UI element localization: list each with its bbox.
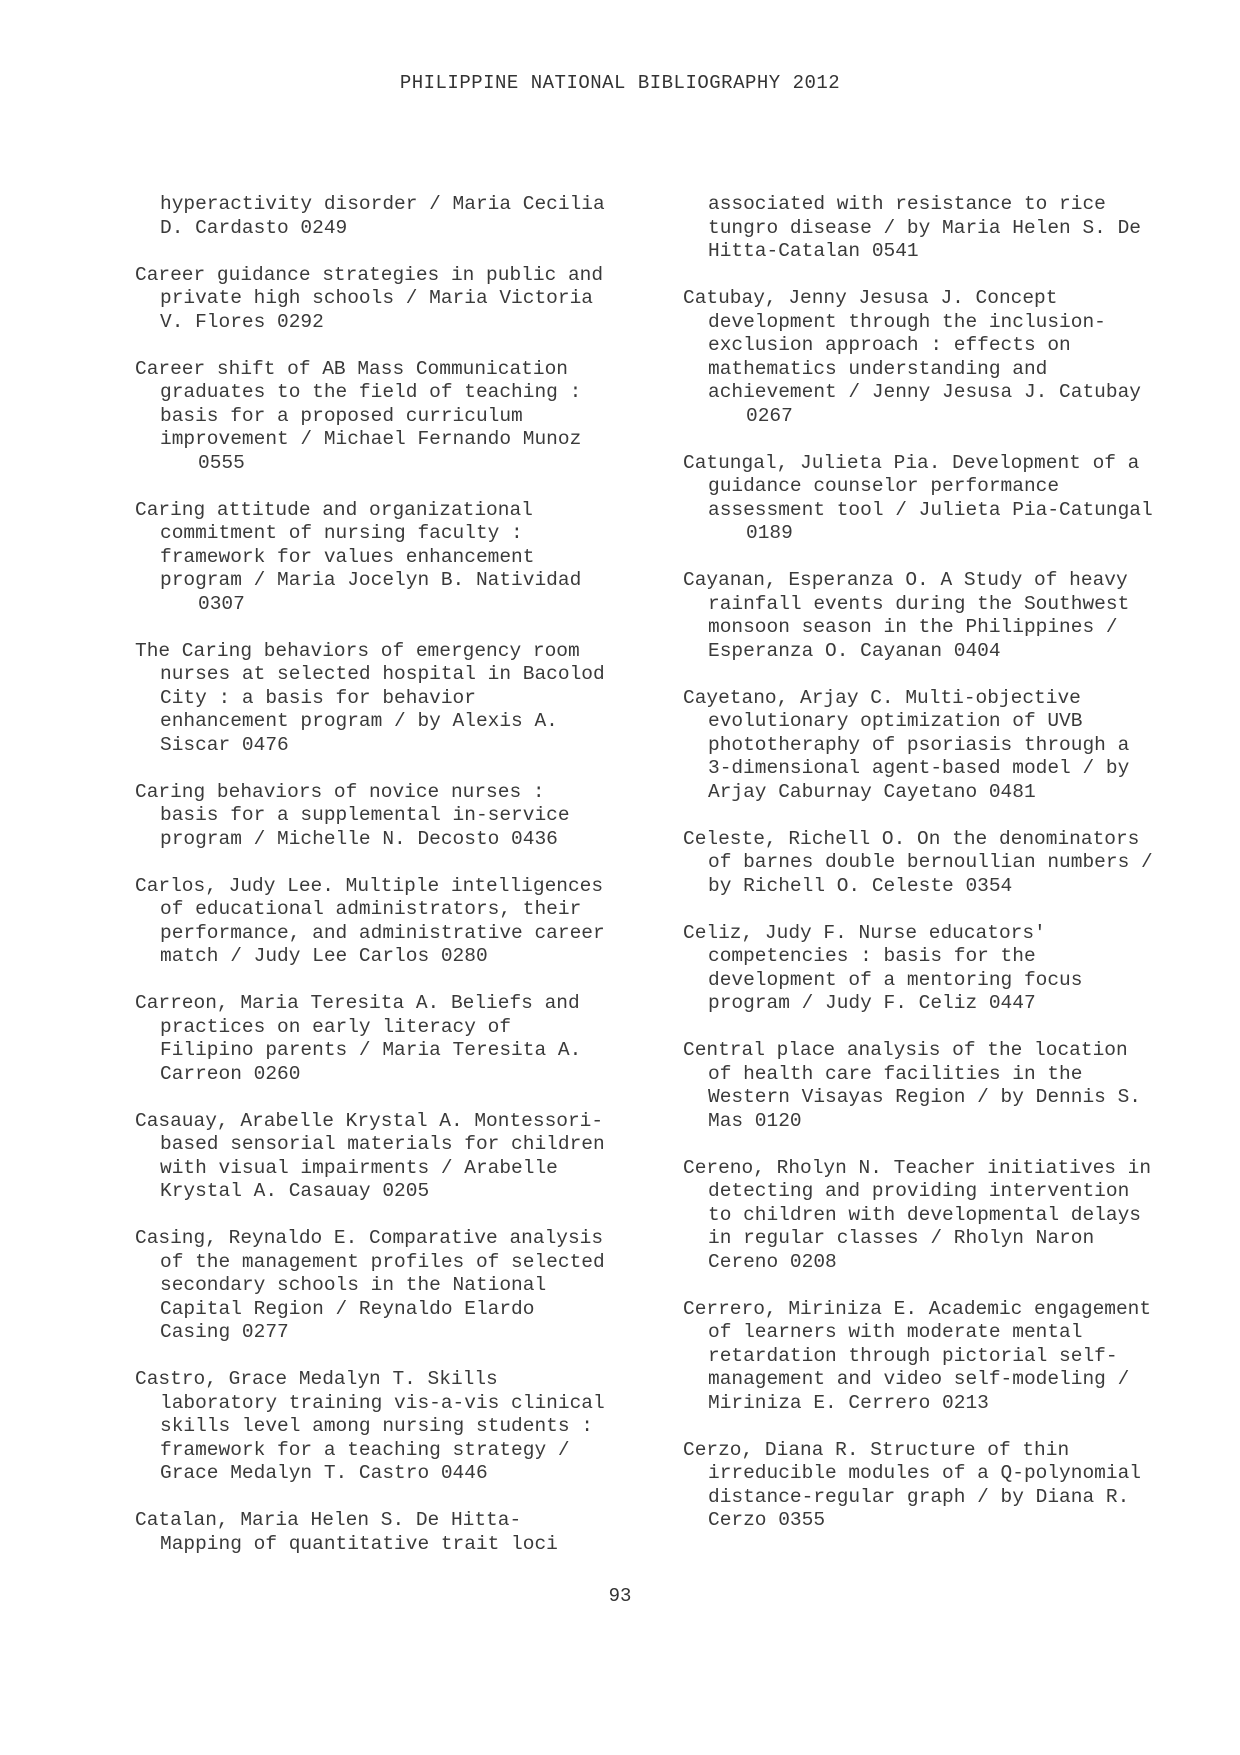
entry-line: Celiz, Judy F. Nurse educators': [683, 921, 1046, 944]
entry-line: of educational administrators, their: [160, 898, 582, 920]
entry-line: basis for a supplemental in-service: [160, 804, 570, 826]
entry-line: Cereno 0208: [708, 1250, 837, 1273]
left-column: [135, 193, 640, 1580]
bibliography-entry: [683, 828, 1193, 899]
entry-line: program / Maria Jocelyn B. Natividad: [160, 569, 582, 591]
entry-line: irreducible modules of a Q-polynomial: [708, 1462, 1141, 1484]
entry-line: development through the inclusion-: [708, 310, 1106, 333]
entry-line: Miriniza E. Cerrero 0213: [708, 1391, 989, 1414]
bibliography-entry: [135, 640, 640, 758]
entry-line: Castro, Grace Medalyn T. Skills: [135, 1368, 498, 1390]
entry-line: Carreon, Maria Teresita A. Beliefs and: [135, 992, 580, 1014]
entry-line: of health care facilities in the: [708, 1062, 1083, 1085]
entry-line: phototheraphy of psoriasis through a: [708, 733, 1130, 756]
entry-line: graduates to the field of teaching :: [160, 381, 582, 403]
bibliography-entry: [135, 358, 640, 476]
entry-line: V. Flores 0292: [160, 310, 324, 333]
bibliography-entry: [135, 875, 640, 969]
bibliography-entry: [683, 569, 1193, 663]
entry-line: associated with resistance to rice: [708, 193, 1106, 215]
entry-line: Grace Medalyn T. Castro 0446: [160, 1462, 488, 1484]
bibliography-entry: [683, 452, 1193, 546]
entry-line: Cerrero, Miriniza E. Academic engagement: [683, 1297, 1152, 1320]
entry-line: based sensorial materials for children: [160, 1133, 605, 1155]
entry-line: evolutionary optimization of UVB: [708, 710, 1083, 732]
entry-line: match / Judy Lee Carlos 0280: [160, 945, 488, 967]
entry-line: private high schools / Maria Victoria: [160, 287, 593, 309]
bibliography-entry: [135, 992, 640, 1086]
entry-line: tungro disease / by Maria Helen S. De: [708, 216, 1141, 239]
entry-line: of barnes double bernoullian numbers /: [708, 851, 1153, 873]
entry-line: assessment tool / Julieta Pia-Catungal: [708, 498, 1153, 521]
entry-line: framework for values enhancement: [160, 545, 535, 568]
entry-line: Catungal, Julieta Pia. Development of a: [683, 451, 1140, 474]
running-header: PHILIPPINE NATIONAL BIBLIOGRAPHY 2012: [399, 72, 841, 94]
entry-line: mathematics understanding and: [708, 357, 1048, 380]
entry-line: City : a basis for behavior: [160, 686, 476, 709]
entry-line: Casing, Reynaldo E. Comparative analysis: [135, 1227, 604, 1249]
entry-line: Career shift of AB Mass Communication: [135, 357, 568, 380]
entry-line: 0189: [746, 522, 793, 544]
entry-line: management and video self-modeling /: [708, 1368, 1130, 1390]
entry-line: competencies : basis for the: [708, 945, 1036, 967]
entry-line: Caring attitude and organizational: [135, 498, 533, 521]
entry-line: framework for a teaching strategy /: [160, 1438, 570, 1461]
entry-line: Cerzo 0355: [708, 1509, 826, 1531]
entry-line: Arjay Caburnay Cayetano 0481: [708, 780, 1036, 803]
entry-line: achievement / Jenny Jesusa J. Catubay: [708, 381, 1141, 403]
entry-line: Esperanza O. Cayanan 0404: [708, 639, 1001, 662]
entry-line: Catalan, Maria Helen S. De Hitta-: [135, 1509, 522, 1531]
bibliography-entry: [135, 1227, 640, 1345]
entry-line: by Richell O. Celeste 0354: [708, 874, 1013, 897]
entry-line: Celeste, Richell O. On the denominators: [683, 827, 1140, 850]
bibliography-entry: [683, 687, 1193, 805]
bibliography-entry: [683, 1157, 1193, 1275]
bibliography-entry: [135, 781, 640, 852]
entry-line: of the management profiles of selected: [160, 1250, 605, 1273]
bibliography-entry: [683, 922, 1193, 1016]
entry-line: The Caring behaviors of emergency room: [135, 639, 580, 662]
entry-line: laboratory training vis-a-vis clinical: [160, 1391, 605, 1414]
right-column: [683, 193, 1193, 1556]
bibliography-entry: [135, 499, 640, 617]
entry-line: 3-dimensional agent-based model / by: [708, 757, 1130, 779]
entry-line: 0307: [198, 592, 245, 615]
entry-line: nurses at selected hospital in Bacolod: [160, 663, 605, 685]
entry-line: distance-regular graph / by Diana R.: [708, 1485, 1130, 1508]
entry-line: hyperactivity disorder / Maria Cecilia: [160, 193, 605, 215]
entry-line: Krystal A. Casauay 0205: [160, 1180, 430, 1202]
entry-line: Western Visayas Region / by Dennis S.: [708, 1086, 1141, 1108]
entry-line: skills level among nursing students :: [160, 1415, 593, 1437]
entry-line: Cerzo, Diana R. Structure of thin: [683, 1438, 1070, 1461]
bibliography-entry: [683, 287, 1193, 428]
entry-line: to children with developmental delays: [708, 1203, 1141, 1226]
bibliography-entry: [683, 1298, 1193, 1416]
entry-line: development of a mentoring focus: [708, 968, 1083, 991]
entry-line: Catubay, Jenny Jesusa J. Concept: [683, 287, 1058, 309]
entry-line: Cereno, Rholyn N. Teacher initiatives in: [683, 1156, 1152, 1179]
page-number: 93: [608, 1585, 632, 1607]
entry-line: 0555: [198, 451, 245, 474]
entry-line: with visual impairments / Arabelle: [160, 1156, 558, 1179]
entry-line: commitment of nursing faculty :: [160, 522, 523, 544]
entry-line: Carreon 0260: [160, 1062, 301, 1085]
entry-line: in regular classes / Rholyn Naron: [708, 1227, 1095, 1249]
entry-line: rainfall events during the Southwest: [708, 592, 1130, 615]
entry-line: enhancement program / by Alexis A.: [160, 710, 558, 732]
entry-line: Career guidance strategies in public and: [135, 263, 604, 286]
entry-line: Siscar 0476: [160, 733, 289, 756]
entry-line: Hitta-Catalan 0541: [708, 240, 919, 262]
entry-line: Mapping of quantitative trait loci: [160, 1532, 558, 1555]
entry-line: secondary schools in the National: [160, 1274, 547, 1296]
entry-line: Cayetano, Arjay C. Multi-objective: [683, 686, 1081, 709]
entry-line: D. Cardasto 0249: [160, 216, 348, 239]
bibliography-entry: [683, 1039, 1193, 1133]
bibliography-entry: [135, 264, 640, 335]
entry-line: Central place analysis of the location: [683, 1039, 1128, 1061]
entry-line: Casing 0277: [160, 1321, 289, 1343]
bibliography-entry: [135, 1509, 640, 1556]
entry-line: Carlos, Judy Lee. Multiple intelligences: [135, 874, 604, 897]
entry-line: performance, and administrative career: [160, 921, 605, 944]
entry-line: retardation through pictorial self-: [708, 1344, 1118, 1367]
bibliography-entry: [135, 193, 640, 240]
bibliography-entry: [683, 193, 1193, 264]
entry-line: monsoon season in the Philippines /: [708, 616, 1118, 638]
bibliography-entry: [683, 1439, 1193, 1533]
entry-line: Cayanan, Esperanza O. A Study of heavy: [683, 569, 1128, 591]
entry-line: detecting and providing intervention: [708, 1180, 1130, 1202]
bibliography-entry: [135, 1110, 640, 1204]
entry-line: Capital Region / Reynaldo Elardo: [160, 1297, 535, 1320]
entry-line: guidance counselor performance: [708, 475, 1060, 497]
entry-line: basis for a proposed curriculum: [160, 404, 523, 427]
entry-line: Mas 0120: [708, 1109, 802, 1132]
entry-line: Casauay, Arabelle Krystal A. Montessori-: [135, 1109, 604, 1132]
entry-line: of learners with moderate mental: [708, 1321, 1083, 1343]
entry-line: program / Judy F. Celiz 0447: [708, 992, 1036, 1014]
entry-line: practices on early literacy of: [160, 1015, 512, 1038]
entry-line: improvement / Michael Fernando Munoz: [160, 428, 582, 450]
entry-line: 0267: [746, 404, 793, 427]
entry-line: exclusion approach : effects on: [708, 334, 1071, 356]
bibliography-entry: [135, 1368, 640, 1486]
entry-line: Filipino parents / Maria Teresita A.: [160, 1039, 582, 1061]
entry-line: program / Michelle N. Decosto 0436: [160, 827, 558, 850]
entry-line: Caring behaviors of novice nurses :: [135, 780, 545, 803]
